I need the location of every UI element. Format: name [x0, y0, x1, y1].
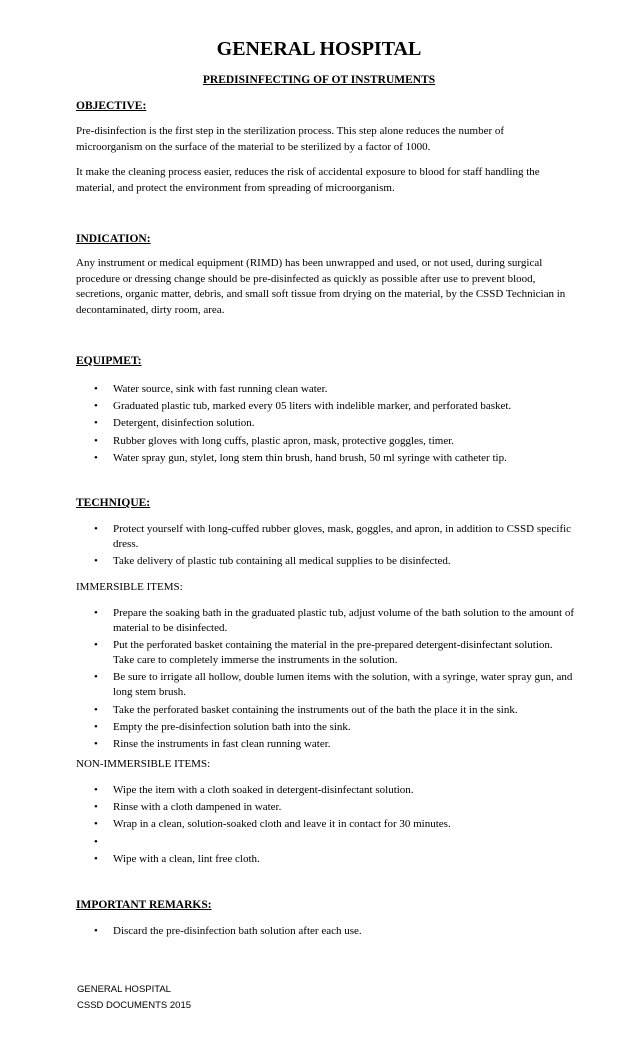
list-item: • Take the perforated basket containing the instruments out of the bath the place it in the sink. [94, 703, 518, 716]
equipment-list [76, 382, 576, 468]
bullet-icon: • [94, 801, 98, 814]
bullet-icon: • [94, 639, 98, 652]
bullet-icon: • [94, 607, 98, 619]
list-item: • Water source, sink with fast running clean water. [94, 383, 328, 395]
bullet-icon: • [94, 737, 98, 750]
bullet-icon: • [94, 835, 98, 848]
list-item: • Prepare the soaking bath in the graduated plastic tub, adjust volume of the bath solution to the amount of material to be disinfected. [94, 607, 574, 634]
objective-heading: OBJECTIVE: [76, 100, 147, 112]
list-item: • Take delivery of plastic tub containing all medical supplies to be disinfected. [94, 555, 451, 568]
bullet-icon: • [94, 417, 98, 430]
immersible-items-label: IMMERSIBLE ITEMS: [76, 581, 183, 593]
list-item: • Empty the pre-disinfection solution bath into the sink. [94, 720, 351, 733]
bullet-icon: • [94, 671, 98, 684]
list-item: • Rubber gloves with long cuffs, plastic apron, mask, protective goggles, timer. [94, 434, 455, 447]
list-item: • Wrap in a clean, solution-soaked cloth and leave it in contact for 30 minutes. [94, 818, 451, 831]
indication-heading: INDICATION: [76, 233, 151, 245]
document-subtitle: PREDISINFECTING OF OT INSTRUMENTS [202, 74, 436, 86]
non-immersible-items-list [76, 783, 576, 869]
indication-paragraph: Any instrument or medical equipment (RIMD) has been unwrapped and used, or not used, during surgical procedure or dressing change should be pre-disinfected as quickly as possible after use to prevent blood, secretions, organic matter, debris, and small soft tissue from drying on the material, by the CSSD Technician in decontaminated, dirty room, area. [76, 257, 566, 316]
bullet-icon: • [94, 555, 98, 568]
bullet-icon: • [94, 925, 98, 937]
page-footer [77, 982, 191, 1014]
important-remarks-heading: IMPORTANT REMARKS: [76, 899, 212, 911]
list-item: • Wipe the item with a cloth soaked in detergent-disinfectant solution. [94, 784, 414, 796]
list-item: • Put the perforated basket containing the material in the pre-prepared detergent-disinfectant solution. Take care to completely immerse the instruments in the solution. [94, 639, 553, 667]
footer-line-1: GENERAL HOSPITAL [77, 984, 171, 995]
immersible-items-list [76, 606, 576, 754]
bullet-icon: • [94, 818, 98, 831]
list-item: • Graduated plastic tub, marked every 05 liters with indelible marker, and perforated basket. [94, 400, 512, 413]
document-title: GENERAL HOSPITAL [216, 38, 422, 60]
list-item: • Wipe with a clean, lint free cloth. [94, 852, 260, 865]
bullet-icon: • [94, 720, 98, 733]
list-item: • Water spray gun, stylet, long stem thin brush, hand brush, 50 ml syringe with catheter tip. [94, 451, 507, 464]
bullet-icon: • [94, 383, 98, 395]
bullet-icon: • [94, 434, 98, 447]
technique-list [76, 522, 576, 571]
objective-paragraph-2: It make the cleaning process easier, reduces the risk of accidental exposure to blood for staff handling the material, and protect the environment from spreading of microorganism. [76, 166, 540, 194]
equipment-heading: EQUIPMET: [76, 355, 142, 367]
bullet-icon: • [94, 400, 98, 413]
technique-heading: TECHNIQUE: [76, 497, 151, 509]
footer-line-2: CSSD DOCUMENTS 2015 [77, 1000, 192, 1011]
list-item: • Discard the pre-disinfection bath solution after each use. [94, 925, 362, 937]
list-item: • Detergent, disinfection solution. [94, 417, 255, 430]
list-item: • Rinse with a cloth dampened in water. [94, 801, 282, 814]
bullet-icon: • [94, 852, 98, 865]
bullet-icon: • [94, 451, 98, 464]
objective-paragraph-1: Pre-disinfection is the first step in the sterilization process. This step alone reduces the number of microorganism on the surface of the material to be sterilized by a factor of 1000. [76, 125, 505, 153]
bullet-icon: • [94, 784, 98, 796]
list-item: • Protect yourself with long-cuffed rubber gloves, mask, goggles, and apron, in addition to CSSD specific dress. [94, 523, 572, 550]
list-item [76, 835, 576, 850]
non-immersible-items-label: NON-IMMERSIBLE ITEMS: [76, 758, 211, 770]
list-item: • Rinse the instruments in fast clean running water. [94, 737, 331, 750]
bullet-icon: • [94, 703, 98, 716]
important-remarks-list [76, 924, 576, 941]
list-item: • Be sure to irrigate all hollow, double lumen items with the solution, with a syringe, water spray gun, and long stem brush. [94, 671, 573, 699]
bullet-icon: • [94, 523, 98, 535]
